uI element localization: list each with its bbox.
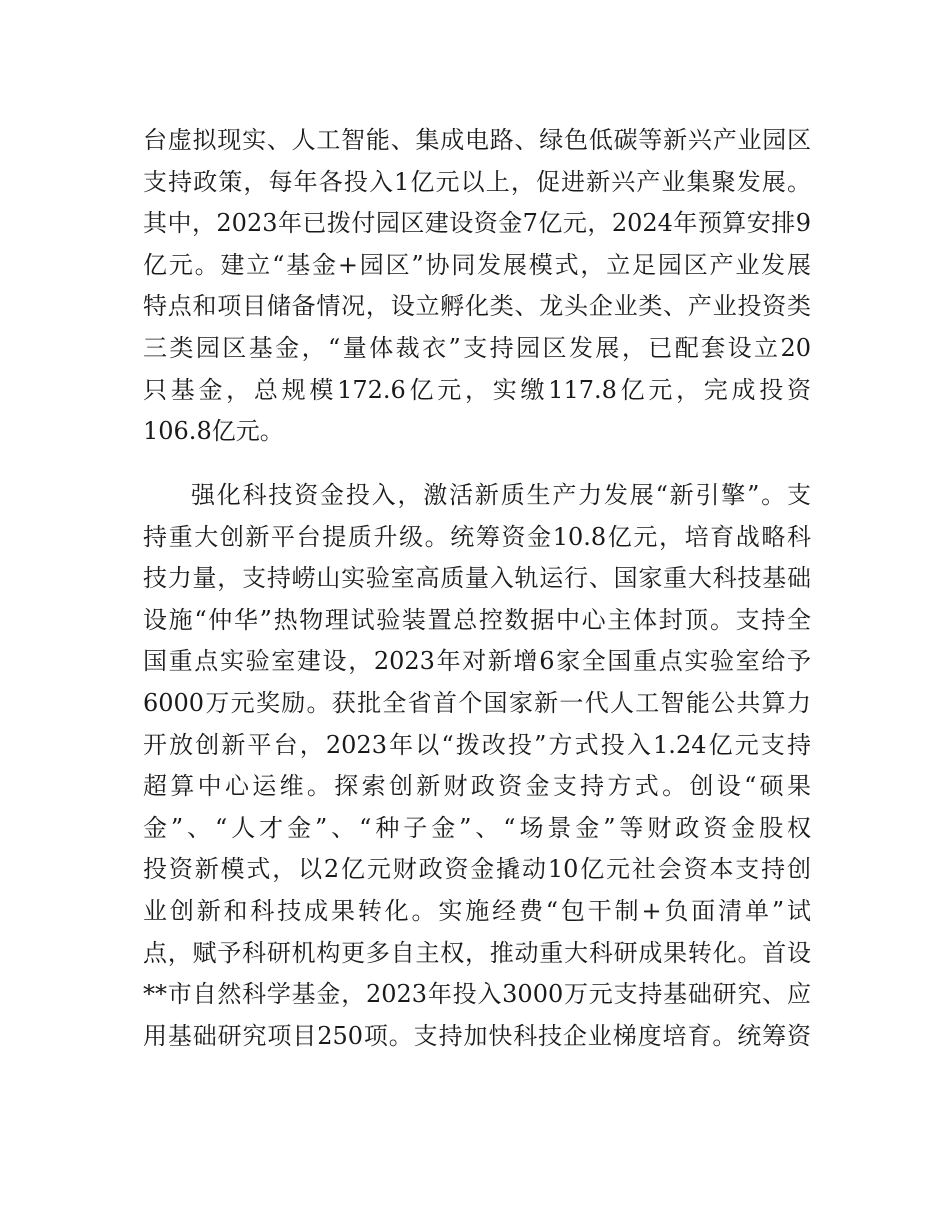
text-line: 其中，2023年已拨付园区建设资金7亿元，2024年预算安排9 (143, 209, 811, 238)
text-line: 持重大创新平台提质升级。统筹资金10.8亿元，培育战略科 (143, 522, 811, 551)
text-line: 国重点实验室建设，2023年对新增6家全国重点实验室给予 (143, 647, 811, 676)
text-line: 业创新和科技成果转化。实施经费“包干制+负面清单”试 (143, 896, 811, 925)
text-line: 支持政策，每年各投入1亿元以上，促进新兴产业集聚发展。 (143, 167, 811, 196)
text-line: 金”、“人才金”、“种子金”、“场景金”等财政资金股权 (143, 813, 811, 842)
text-line: 只基金，总规模172.6亿元，实缴117.8亿元，完成投资 (143, 375, 811, 404)
text-line: 开放创新平台，2023年以“拨改投”方式投入1.24亿元支持 (143, 730, 811, 759)
text-line: 台虚拟现实、人工智能、集成电路、绿色低碳等新兴产业园区 (143, 126, 811, 154)
text-line: **市自然科学基金，2023年投入3000万元支持基础研究、应 (143, 980, 811, 1009)
text-line: 用基础研究项目250项。支持加快科技企业梯度培育。统筹资 (143, 1021, 811, 1050)
text-line: 点，赋予科研机构更多自主权，推动重大科研成果转化。首设 (143, 938, 811, 967)
text-line: 设施“仲华”热物理试验装置总控数据中心主体封顶。支持全 (143, 605, 811, 634)
text-line: 6000万元奖励。获批全省首个国家新一代人工智能公共算力 (143, 688, 811, 717)
text-line: 强化科技资金投入，激活新质生产力发展“新引擎”。支 (191, 481, 811, 509)
paragraph-1 (143, 120, 811, 453)
text-line: 106.8亿元。 (143, 417, 284, 446)
paragraph-2 (143, 475, 811, 1057)
text-line: 技力量，支持崂山实验室高质量入轨运行、国家重大科技基础 (143, 564, 811, 593)
text-line: 超算中心运维。探索创新财政资金支持方式。创设“硕果 (143, 772, 811, 801)
text-line: 亿元。建立“基金+园区”协同发展模式，立足园区产业发展 (143, 250, 811, 279)
text-line: 三类园区基金，“量体裁衣”支持园区发展，已配套设立20 (143, 333, 811, 362)
text-line: 特点和项目储备情况，设立孵化类、龙头企业类、产业投资类 (143, 292, 811, 321)
text-line: 投资新模式，以2亿元财政资金撬动10亿元社会资本支持创 (143, 855, 811, 884)
